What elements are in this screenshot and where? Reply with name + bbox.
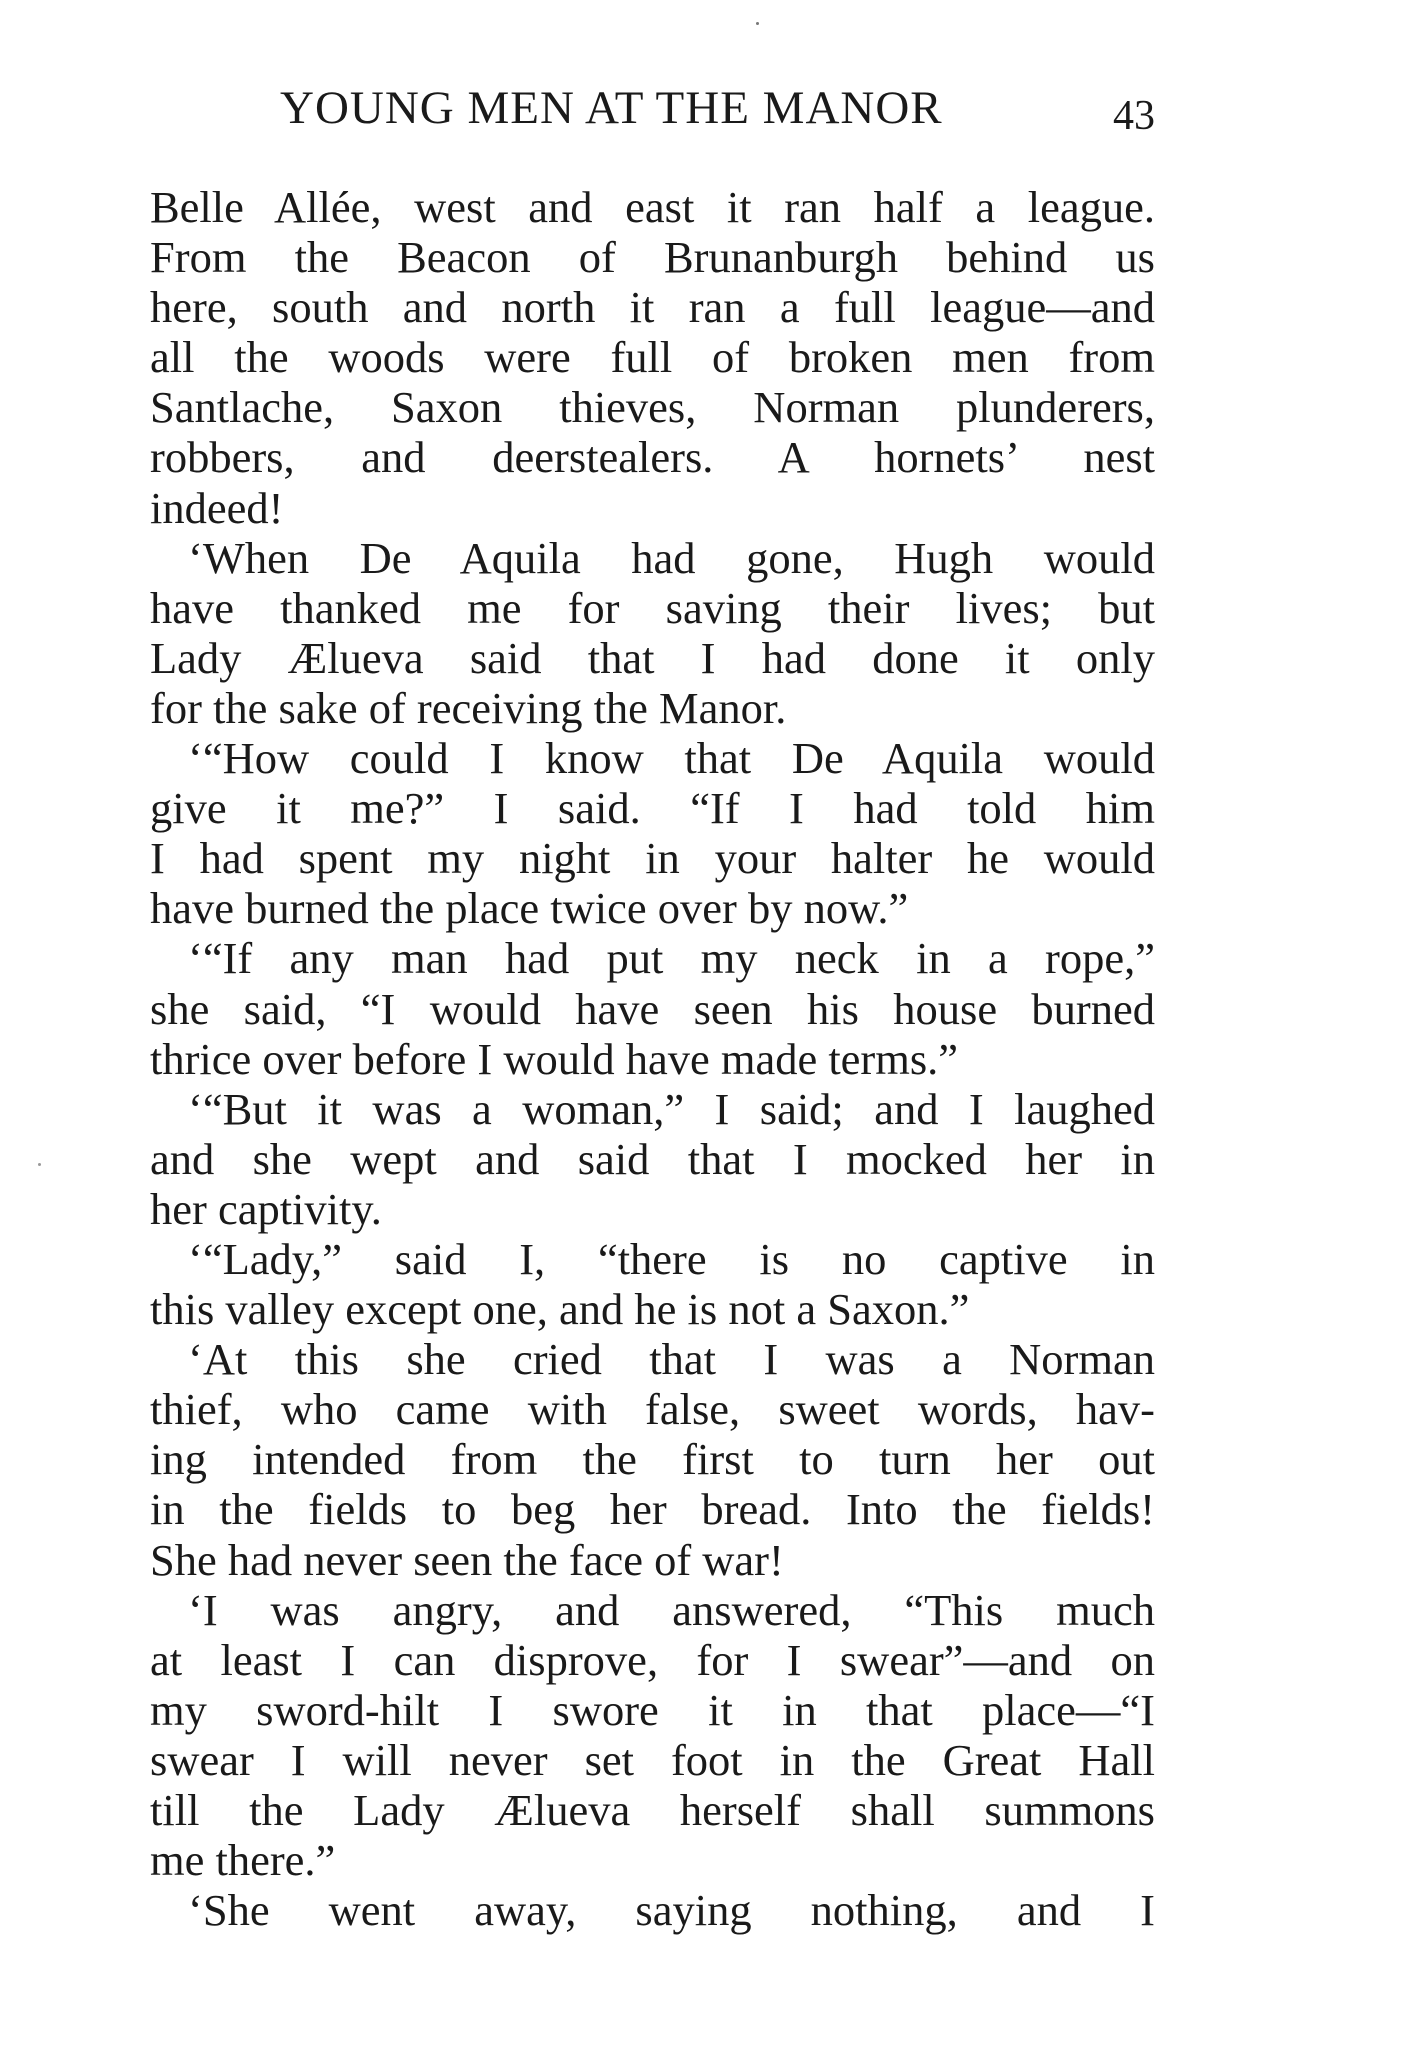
- text-line: thrice over before I would have made terms.”: [150, 1033, 959, 1084]
- text-line: Lady Ælueva said that I had done it only: [150, 632, 1155, 683]
- text-line: ‘“How could I know that De Aquila would: [188, 733, 1155, 784]
- running-title: YOUNG MEN AT THE MANOR: [280, 82, 943, 134]
- text-line: have thanked me for saving their lives; but: [150, 582, 1155, 633]
- text-line: her captivity.: [150, 1183, 382, 1234]
- text-line: thief, who came with false, sweet words, hav-: [150, 1384, 1155, 1435]
- text-line: ‘I was angry, and answered, “This much: [188, 1584, 1155, 1635]
- text-line: here, south and north it ran a full league—and: [150, 282, 1155, 333]
- book-page: [150, 78, 1155, 1935]
- text-line: all the woods were full of broken men from: [150, 332, 1155, 383]
- text-line: me there.”: [150, 1835, 336, 1886]
- text-line: She had never seen the face of war!: [150, 1534, 784, 1585]
- text-line: this valley except one, and he is not a Saxon.”: [150, 1284, 970, 1335]
- text-line: till the Lady Ælueva herself shall summons: [150, 1785, 1155, 1835]
- text-line: ‘“But it was a woman,” I said; and I laughed: [188, 1083, 1155, 1134]
- text-line: have burned the place twice over by now.”: [150, 883, 909, 934]
- text-line: and she wept and said that I mocked her in: [150, 1133, 1155, 1184]
- ink-speck: [38, 1163, 41, 1166]
- page-header: [150, 78, 1155, 138]
- text-line: my sword-hilt I swore it in that place—“I: [150, 1684, 1155, 1735]
- body-text: [150, 182, 1155, 1935]
- text-line: in the fields to beg her bread. Into the fields!: [150, 1484, 1155, 1535]
- text-line: give it me?” I said. “If I had told him: [150, 783, 1155, 834]
- text-line: ‘When De Aquila had gone, Hugh would: [188, 532, 1155, 583]
- text-line: ‘“Lady,” said I, “there is no captive in: [188, 1233, 1155, 1284]
- ink-speck: [756, 22, 759, 25]
- text-line: ‘She went away, saying nothing, and I: [188, 1885, 1155, 1936]
- text-line: robbers, and deerstealers. A hornets’ nest: [150, 432, 1155, 483]
- text-line: she said, “I would have seen his house burned: [150, 983, 1155, 1034]
- text-line: at least I can disprove, for I swear”—and on: [150, 1634, 1155, 1685]
- text-line: for the sake of receiving the Manor.: [150, 682, 787, 733]
- text-line: ‘“If any man had put my neck in a rope,”: [188, 933, 1155, 984]
- text-line: indeed!: [150, 482, 284, 533]
- text-line: ing intended from the first to turn her out: [150, 1434, 1155, 1485]
- text-line: Santlache, Saxon thieves, Norman plunderers,: [150, 382, 1155, 433]
- text-line: ‘At this she cried that I was a Norman: [188, 1334, 1155, 1385]
- text-line: Belle Allée, west and east it ran half a league.: [150, 182, 1155, 232]
- text-line: From the Beacon of Brunanburgh behind us: [150, 232, 1155, 283]
- text-line: I had spent my night in your halter he would: [150, 833, 1155, 884]
- page-number: 43: [1113, 93, 1155, 139]
- text-line: swear I will never set foot in the Great Hall: [150, 1734, 1155, 1785]
